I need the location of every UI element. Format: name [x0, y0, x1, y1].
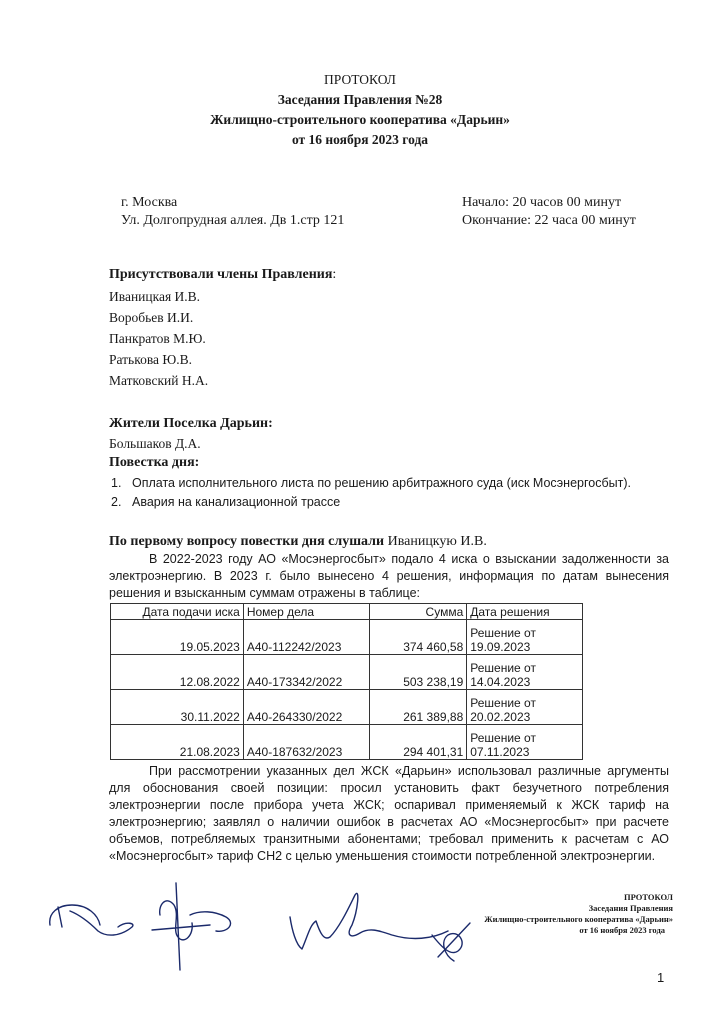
cell-amount: 503 238,19: [369, 655, 467, 690]
board-heading-colon: :: [332, 267, 337, 282]
stamp-line: от 16 ноября 2023 года: [579, 925, 665, 935]
meeting-date: от 16 ноября 2023 года: [291, 132, 429, 147]
cell-case-number: А40-112242/2023: [243, 620, 369, 655]
address: Ул. Долгопрудная аллея. Дв 1.стр 121: [121, 213, 345, 228]
first-question-label: По первому вопросу повестки дня слушали: [109, 534, 385, 549]
cell-filing-date: 19.05.2023: [111, 620, 244, 655]
cell-amount: 374 460,58: [369, 620, 467, 655]
agenda-heading: Повестка дня:: [109, 455, 200, 470]
cell-amount: 294 401,31: [369, 725, 467, 760]
first-question-heading: [109, 532, 487, 552]
table-row: [111, 655, 583, 690]
column-header: Дата подачи иска: [111, 604, 244, 620]
organization-name: Жилищно-строительного кооператива «Дарьин»: [210, 112, 510, 127]
cell-decision-date: Решение от 19.09.2023: [467, 620, 583, 655]
table-row: [111, 620, 583, 655]
doc-title: ПРОТОКОЛ: [324, 72, 396, 87]
start-time: Начало: 20 часов 00 минут: [462, 195, 622, 210]
agenda-item-text: Авария на канализационной трассе: [132, 495, 341, 509]
column-header: Сумма: [369, 604, 467, 620]
end-time: Окончание: 22 часа 00 минут: [462, 213, 636, 228]
board-member: Панкратов М.Ю.: [109, 331, 206, 346]
footer-stamp: [484, 892, 673, 936]
board-heading-text: Присутствовали члены Правления: [109, 267, 333, 282]
cell-case-number: А40-187632/2023: [243, 725, 369, 760]
signatures-image: [40, 875, 480, 975]
cell-decision-date: Решение от 20.02.2023: [467, 690, 583, 725]
residents-heading: Жители Поселка Дарьин:: [109, 416, 273, 431]
table-header-row: [111, 604, 583, 620]
board-member: Ратькова Ю.В.: [109, 352, 193, 367]
cell-filing-date: 21.08.2023: [111, 725, 244, 760]
table-row: [111, 690, 583, 725]
table-row: [111, 725, 583, 760]
claims-table: [110, 603, 583, 760]
signature-2: [152, 883, 231, 970]
board-member: Воробьев И.И.: [109, 310, 194, 325]
signature-1: [50, 905, 133, 935]
cell-case-number: А40-264330/2022: [243, 690, 369, 725]
page-number: 1: [657, 970, 665, 985]
cell-filing-date: 30.11.2022: [111, 690, 244, 725]
cell-filing-date: 12.08.2022: [111, 655, 244, 690]
speaker-name: Иваницкую И.В.: [384, 534, 487, 549]
meeting-number: Заседания Правления №28: [277, 92, 443, 107]
cell-case-number: А40-173342/2022: [243, 655, 369, 690]
board-member: Матковский Н.А.: [109, 373, 209, 388]
paragraph-claims: В 2022-2023 году АО «Мосэнергосбыт» подало 4 иска о взыскании задолженности за электроэнергию. В 2023 г. было вынесено 4 решения, информация по датам вынесения решения и взысканным суммам отражены в таблице:: [109, 552, 669, 600]
signature-4: [432, 923, 470, 961]
paragraph-arguments: При рассмотрении указанных дел ЖСК «Дарьин» использовал различные аргументы для обоснования своей позиции: просил установить факт безучетного потребления электроэнергии после прибора учета ЖСК; оспаривал применяемый к ЖСК тариф на электроэнергию; заявлял о наличии ошибок в расчетах АО «Мосэнергосбыт» при расчете объемов, потребляемых транзитными абонентами; требовал применить к расчетам с АО «Мосэнергосбыт» тариф СН2 с целью уменьшения стоимости потребленной электроэнергии.: [109, 764, 669, 863]
agenda-item-text: Оплата исполнительного листа по решению арбитражного суда (иск Мосэнергосбыт).: [132, 476, 631, 490]
resident: Большаков Д.А.: [109, 436, 201, 451]
cell-amount: 261 389,88: [369, 690, 467, 725]
column-header: Дата решения: [467, 604, 583, 620]
agenda-item-number: 2.: [111, 495, 122, 509]
stamp-line: Заседания Правления: [588, 903, 673, 913]
signature-3: [290, 893, 448, 949]
agenda-item-number: 1.: [111, 476, 122, 490]
cell-decision-date: Решение от 07.11.2023: [467, 725, 583, 760]
city: г. Москва: [121, 195, 178, 210]
stamp-line: Жилищно-строительного кооператива «Дарьин»: [484, 914, 673, 924]
column-header: Номер дела: [243, 604, 369, 620]
stamp-line: ПРОТОКОЛ: [623, 892, 673, 902]
board-heading: [109, 265, 336, 285]
cell-decision-date: Решение от 14.04.2023: [467, 655, 583, 690]
board-member: Иваницкая И.В.: [109, 289, 201, 304]
